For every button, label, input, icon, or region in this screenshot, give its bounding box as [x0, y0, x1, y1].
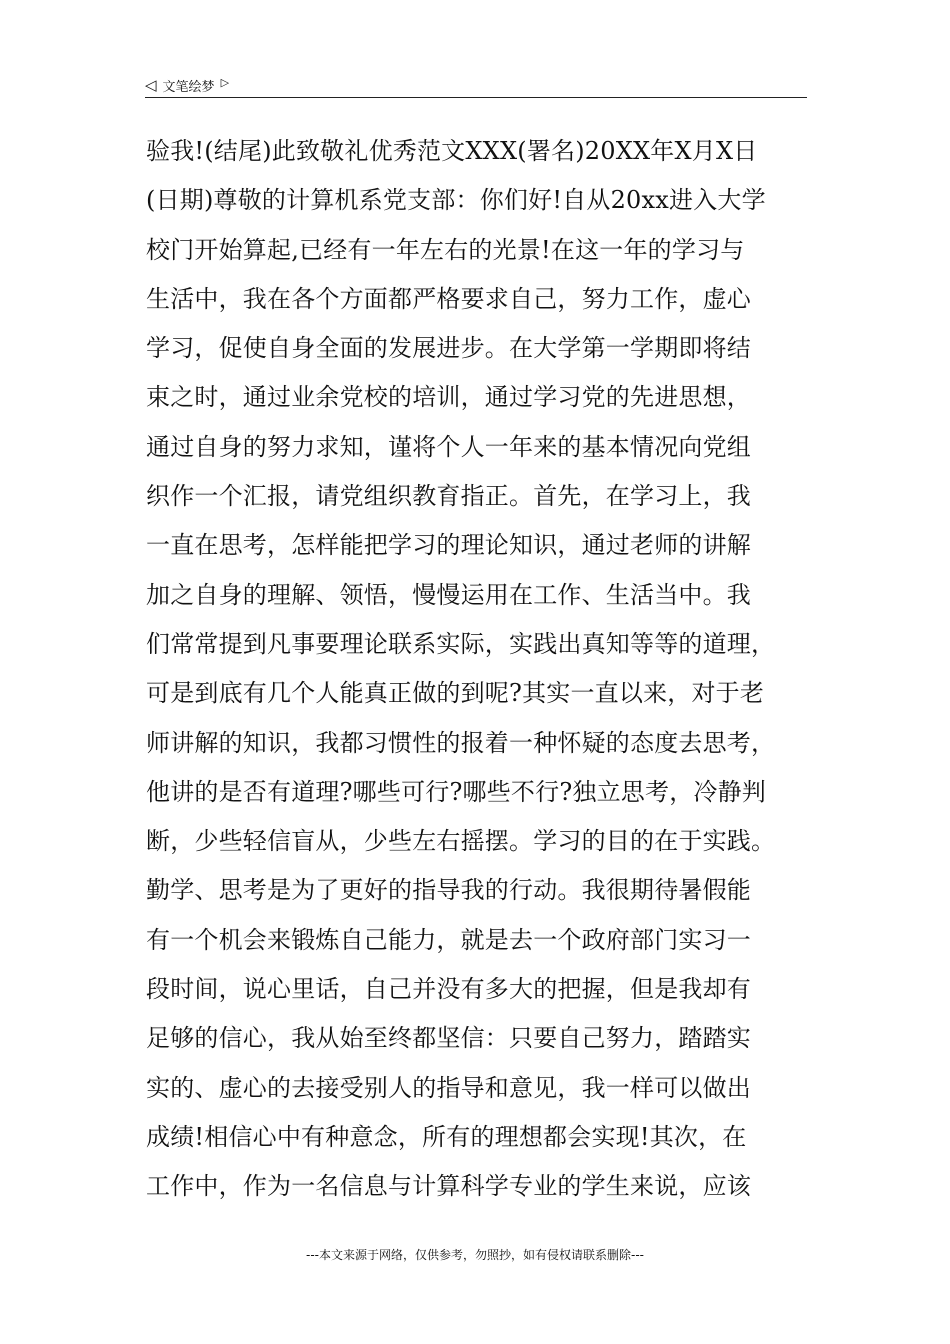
left-triangle-icon: ◁ — [145, 75, 157, 94]
header-title: 文笔绘梦 — [162, 79, 215, 95]
body-line: 学习，促使自身全面的发展进步。在大学第一学期即将结 — [146, 334, 751, 363]
body-line: 成绩!相信心中有种意念，所有的理想都会实现!其次，在 — [146, 1122, 747, 1151]
body-line: 可是到底有几个人能真正做的到呢?其实一直以来，对于老 — [146, 679, 765, 708]
body-line: (日期)尊敬的计算机系党支部：你们好!自从20xx进入大学 — [146, 186, 766, 215]
body-line: 生活中，我在各个方面都严格要求自己，努力工作，虚心 — [146, 284, 751, 313]
body-line: 段时间，说心里话，自己并没有多大的把握，但是我却有 — [146, 975, 751, 1004]
body-line: 们常常提到凡事要理论联系实际，实践出真知等等的道理， — [146, 629, 776, 658]
body-line: 足够的信心，我从始至终都坚信：只要自己努力，踏踏实 — [146, 1024, 751, 1053]
body-line: 束之时，通过业余党校的培训，通过学习党的先进思想， — [146, 383, 751, 412]
document-header — [145, 72, 807, 98]
document-footer: ---本文来源于网络，仅供参考，勿照抄，如有侵权请联系删除--- — [306, 1248, 644, 1262]
right-triangle-icon: ▷ — [220, 75, 230, 89]
body-line: 师讲解的知识，我都习惯性的报着一种怀疑的态度去思考， — [146, 728, 776, 757]
body-line: 校门开始算起,已经有一年左右的光景!在这一年的学习与 — [146, 235, 745, 264]
body-line: 一直在思考，怎样能把学习的理论知识，通过老师的讲解 — [146, 531, 751, 560]
body-line: 织作一个汇报，请党组织教育指正。首先，在学习上，我 — [146, 482, 751, 511]
body-line: 加之自身的理解、领悟，慢慢运用在工作、生活当中。我 — [146, 580, 751, 609]
body-line: 实的、虚心的去接受别人的指导和意见，我一样可以做出 — [146, 1073, 751, 1102]
body-line: 工作中，作为一名信息与计算科学专业的学生来说，应该 — [146, 1172, 751, 1201]
document-body — [146, 127, 812, 1212]
header-divider — [145, 97, 807, 98]
body-line: 通过自身的努力求知，谨将个人一年来的基本情况向党组 — [146, 432, 751, 461]
body-line: 有一个机会来锻炼自己能力，就是去一个政府部门实习一 — [146, 925, 751, 954]
body-line: 断，少些轻信盲从，少些左右摇摆。学习的目的在于实践。 — [146, 827, 776, 856]
body-line: 验我!(结尾)此致敬礼优秀范文XXX(署名)20XX年X月X日 — [146, 137, 758, 165]
body-line: 他讲的是否有道理?哪些可行?哪些不行?独立思考，冷静判 — [146, 777, 766, 806]
body-line: 勤学、思考是为了更好的指导我的行动。我很期待暑假能 — [146, 876, 751, 905]
